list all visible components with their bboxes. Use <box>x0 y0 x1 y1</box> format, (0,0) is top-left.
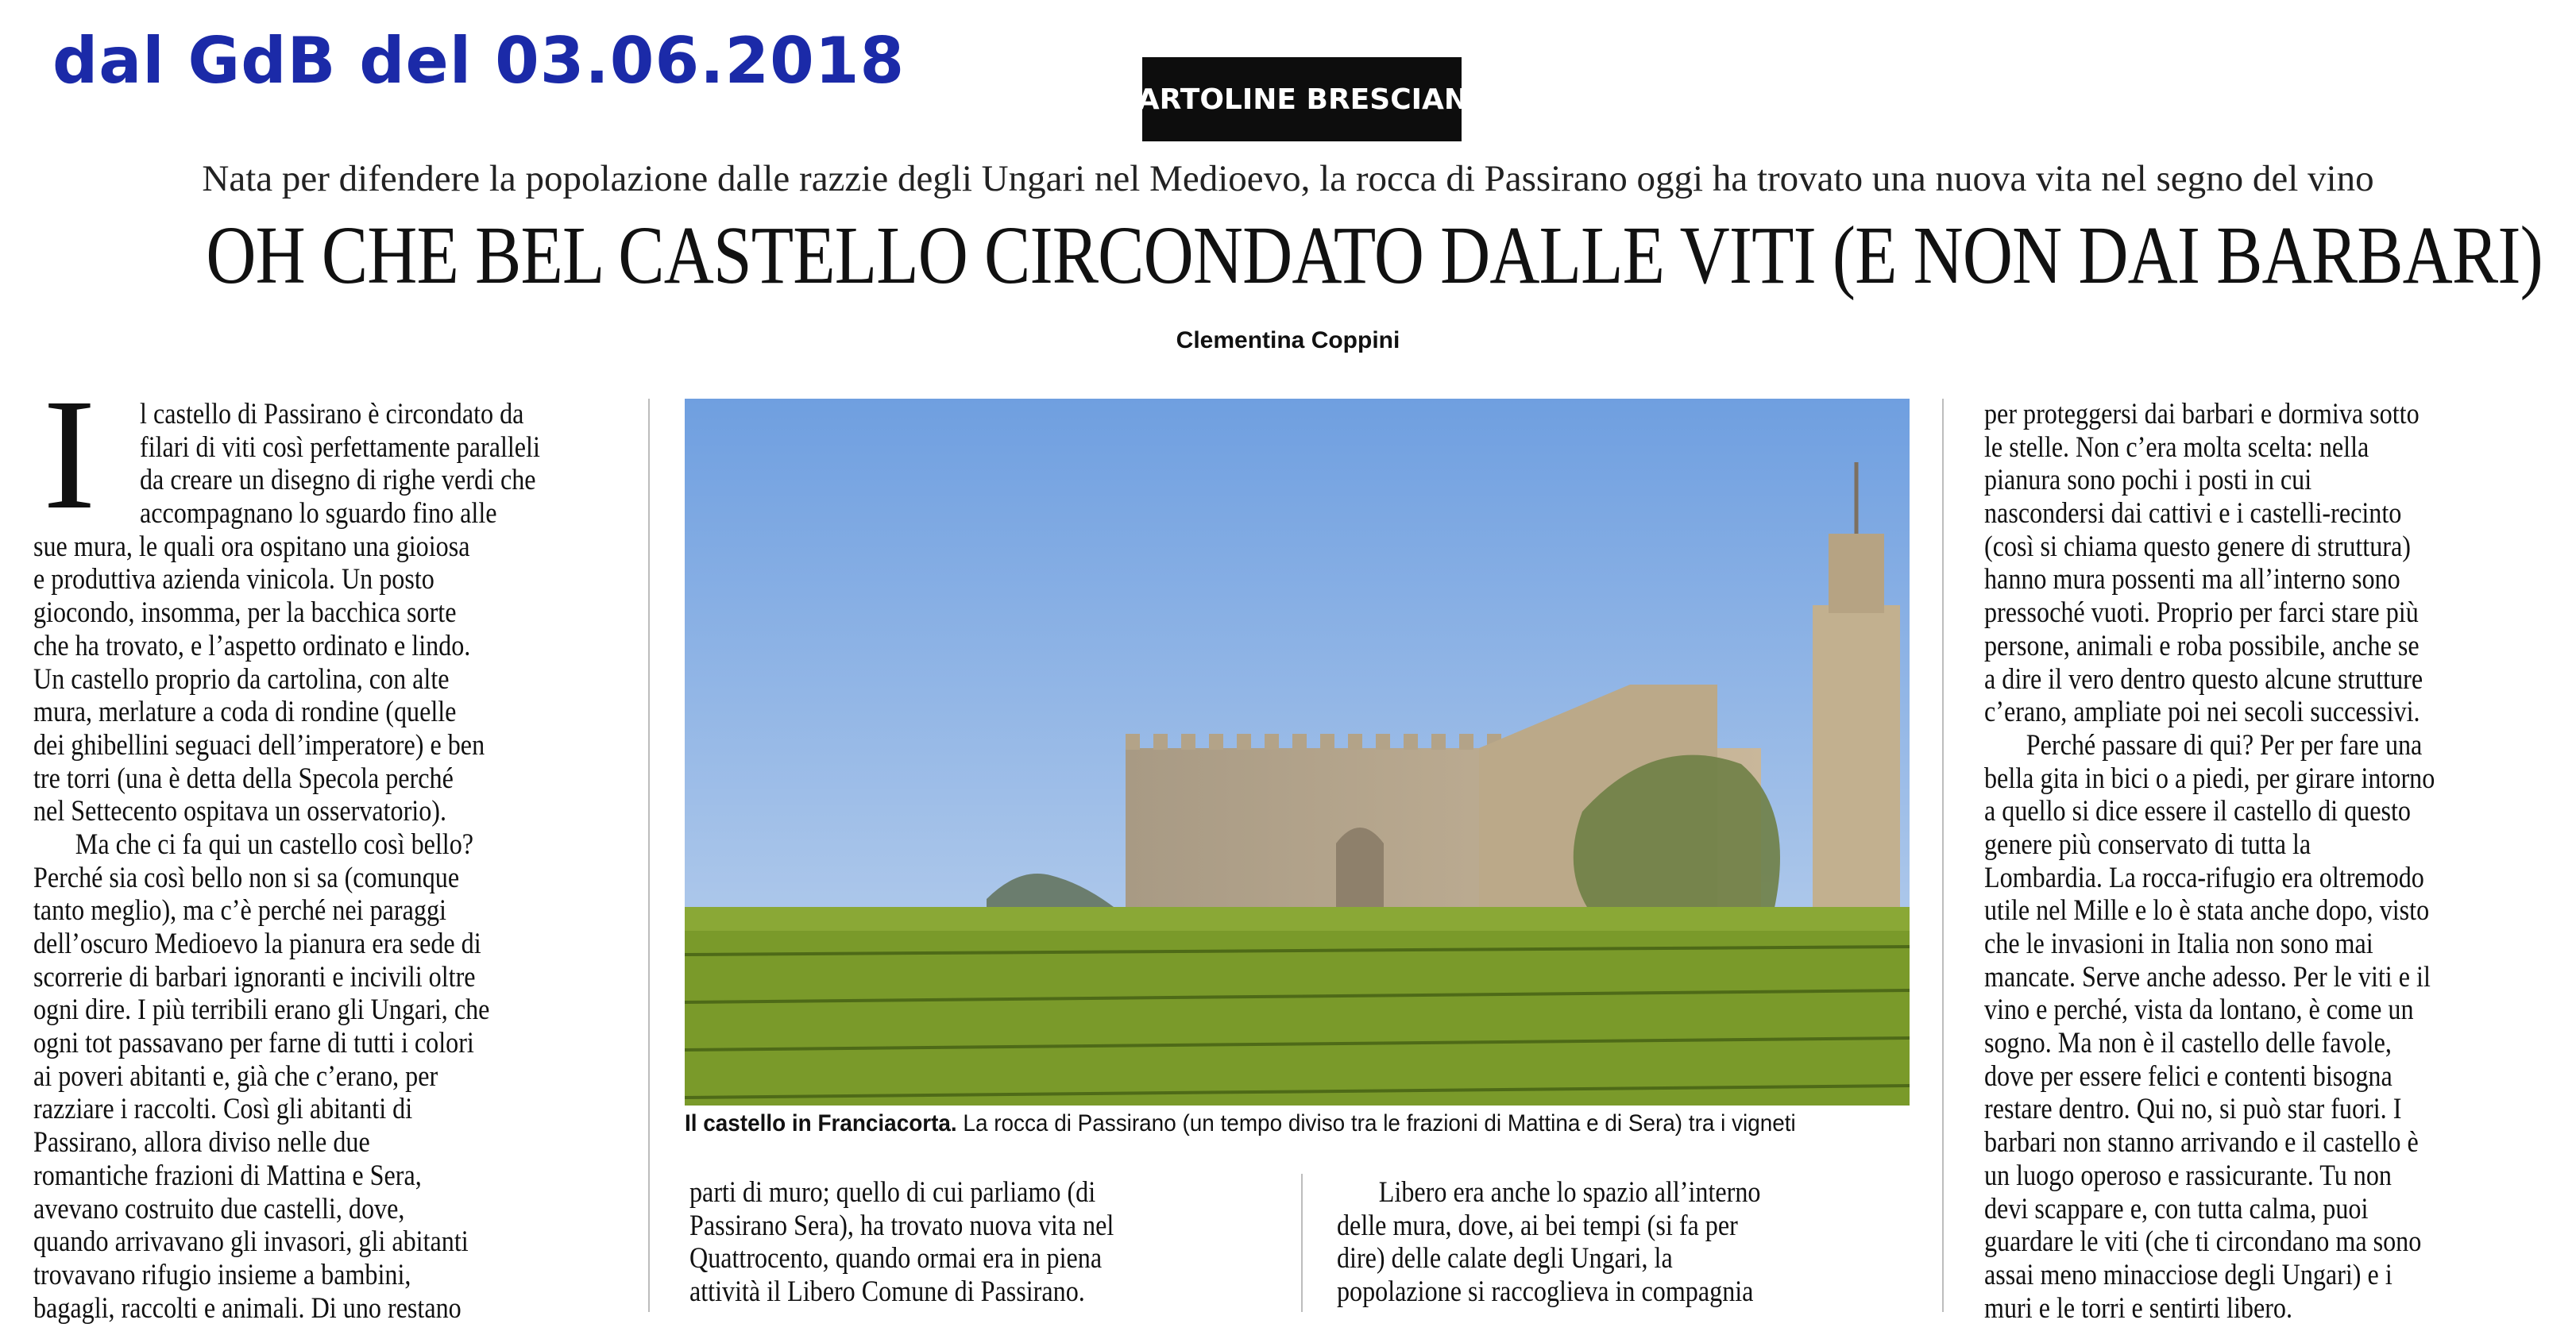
text-line: accompagnano lo sguardo fino alle <box>140 496 497 530</box>
text-line: e produttiva azienda vinicola. Un posto <box>33 562 434 596</box>
text-line: mura, merlature a coda di rondine (quelle <box>33 695 457 728</box>
castle-photo <box>685 399 1910 1106</box>
text-line: ogni tot passavano per farne di tutti i colori <box>33 1026 474 1059</box>
text-line: restare dentro. Qui no, si può star fuori. I <box>1984 1092 2402 1125</box>
text-line: sue mura, le quali ora ospitano una gioiosa <box>33 529 470 562</box>
text-line: romantiche frazioni di Mattina e Sera, <box>33 1158 422 1191</box>
text-line: muri e le torri e sentirti libero. <box>1984 1291 2292 1324</box>
text-line: c’erano, ampliate poi nei secoli successivi. <box>1984 695 2420 728</box>
text-line: trovavano rifugio insieme a bambini, <box>33 1257 411 1291</box>
text-line: l castello di Passirano è circondato da <box>140 397 524 430</box>
column-divider <box>1942 399 1944 1312</box>
text-line: da creare un disegno di righe verdi che <box>140 463 536 496</box>
text-line: devi scappare e, con tutta calma, puoi <box>1984 1191 2369 1225</box>
text-line: Perché passare di qui? Per per fare una <box>2026 727 2423 761</box>
text-line: dire) delle calate degli Ungari, la <box>1337 1241 1673 1275</box>
text-line: Perché sia così bello non si sa (comunque <box>33 860 460 893</box>
caption-lead: Il castello in Franciacorta. <box>685 1110 957 1136</box>
text-line: per proteggersi dai barbari e dormiva sotto <box>1984 397 2420 430</box>
text-line: dove per essere felici e contenti bisogna <box>1984 1059 2393 1092</box>
text-line: scorrerie di barbari ignoranti e incivili oltre <box>33 959 476 993</box>
text-line: quando arrivavano gli invasori, gli abitanti <box>33 1225 469 1258</box>
column-2 <box>689 1175 1114 1308</box>
text-line: mancate. Serve anche adesso. Per le viti e il <box>1984 959 2431 993</box>
source-date-label: dal GdB del 03.06.2018 <box>52 24 906 98</box>
article-kicker: Nata per difendere la popolazione dalle razzie degli Ungari nel Medioevo, la rocca di Passirano oggi ha trovato una nuova vita nel segno del vino <box>202 158 2374 199</box>
text-line: Passirano, allora diviso nelle due <box>33 1125 370 1159</box>
text-line: giocondo, insomma, per la bacchica sorte <box>33 596 457 629</box>
text-line: persone, animali e roba possibile, anche se <box>1984 628 2420 662</box>
column-4 <box>1984 397 2435 1324</box>
column-3 <box>1337 1175 1761 1308</box>
text-line: sogno. Ma non è il castello delle favole, <box>1984 1026 2392 1059</box>
text-line: Quattrocento, quando ormai era in piena <box>689 1241 1103 1275</box>
caption-text: La rocca di Passirano (un tempo diviso tra le frazioni di Mattina e di Sera) tra i vigneti <box>956 1110 1796 1136</box>
text-line: hanno mura possenti ma all’interno sono <box>1984 562 2400 596</box>
text-line: assai meno minacciose degli Ungari) e i <box>1984 1257 2393 1291</box>
text-line: pianura sono pochi i posti in cui <box>1984 463 2312 496</box>
column-1 <box>33 530 489 1325</box>
article-byline: Clementina Coppini <box>1176 327 1400 353</box>
column-divider <box>1301 1174 1303 1312</box>
text-line: nel Settecento ospitava un osservatorio). <box>33 794 447 828</box>
article-headline: OH CHE BEL CASTELLO CIRCONDATO DALLE VITI (E NON DAI BARBARI) <box>206 210 2543 301</box>
text-line: tanto meglio), ma c’è perché nei paraggi <box>33 893 446 927</box>
text-line: bella gita in bici o a piedi, per girare intorno <box>1984 761 2435 794</box>
text-line: genere più conservato di tutta la <box>1984 827 2311 860</box>
text-line: a quello si dice essere il castello di questo <box>1984 794 2411 828</box>
text-line: popolazione si raccoglieva in compagnia <box>1337 1275 1754 1308</box>
text-line: Un castello proprio da cartolina, con alte <box>33 662 450 695</box>
text-line: vino e perché, vista da lontano, è come un <box>1984 993 2414 1026</box>
text-line: barbari non stanno arrivando e il castello è <box>1984 1125 2419 1159</box>
text-line: un luogo operoso e rassicurante. Tu non <box>1984 1158 2392 1191</box>
text-line: Ma che ci fa qui un castello così bello? <box>75 827 474 860</box>
text-line: nascondersi dai cattivi e i castelli-recinto <box>1984 496 2402 530</box>
text-line: (così si chiama questo genere di struttura) <box>1984 529 2411 562</box>
text-line: Libero era anche lo spazio all’interno <box>1378 1175 1761 1208</box>
text-line: utile nel Mille e lo è stata anche dopo, visto <box>1984 893 2430 927</box>
text-line: Passirano Sera), ha trovato nuova vita nel <box>689 1208 1114 1241</box>
text-line: tre torri (una è detta della Specola perché <box>33 761 454 794</box>
text-line: dell’oscuro Medioevo la pianura era sede di <box>33 927 481 960</box>
text-line: a dire il vero dentro questo alcune strutture <box>1984 662 2423 695</box>
text-line: ai poveri abitanti e, già che c’erano, per <box>33 1059 438 1092</box>
text-line: ogni dire. I più terribili erano gli Ungari, che <box>33 993 490 1026</box>
text-line: le stelle. Non c’era molta scelta: nella <box>1984 430 2369 463</box>
text-line: bagagli, raccolti e animali. Di uno restano <box>33 1291 462 1324</box>
text-line: Lombardia. La rocca-rifugio era oltremodo <box>1984 860 2424 893</box>
text-line: delle mura, dove, ai bei tempi (si fa per <box>1337 1208 1738 1241</box>
text-line: dei ghibellini seguaci dell’imperatore) e ben <box>33 727 485 761</box>
text-line: che ha trovato, e l’aspetto ordinato e lindo. <box>33 628 471 662</box>
castle-illustration <box>685 399 1910 1106</box>
text-line: parti di muro; quello di cui parliamo (di <box>689 1175 1096 1208</box>
photo-caption <box>685 1110 1824 1137</box>
text-line: che le invasioni in Italia non sono mai <box>1984 927 2373 959</box>
column-1-capped <box>140 397 540 530</box>
text-line: attività il Libero Comune di Passirano. <box>689 1275 1085 1308</box>
text-line: razziare i raccolti. Così gli abitanti di <box>33 1092 413 1125</box>
text-line: avevano costruito due castelli, dove, <box>33 1191 405 1225</box>
text-line: pressoché vuoti. Proprio per farci stare più <box>1984 596 2419 629</box>
column-divider <box>648 399 650 1312</box>
section-badge: CARTOLINE BRESCIANE <box>1142 57 1462 141</box>
text-line: guardare le viti (che ti circondano ma sono <box>1984 1225 2422 1258</box>
text-line: filari di viti così perfettamente paralleli <box>140 430 540 463</box>
drop-cap: I <box>43 367 96 542</box>
